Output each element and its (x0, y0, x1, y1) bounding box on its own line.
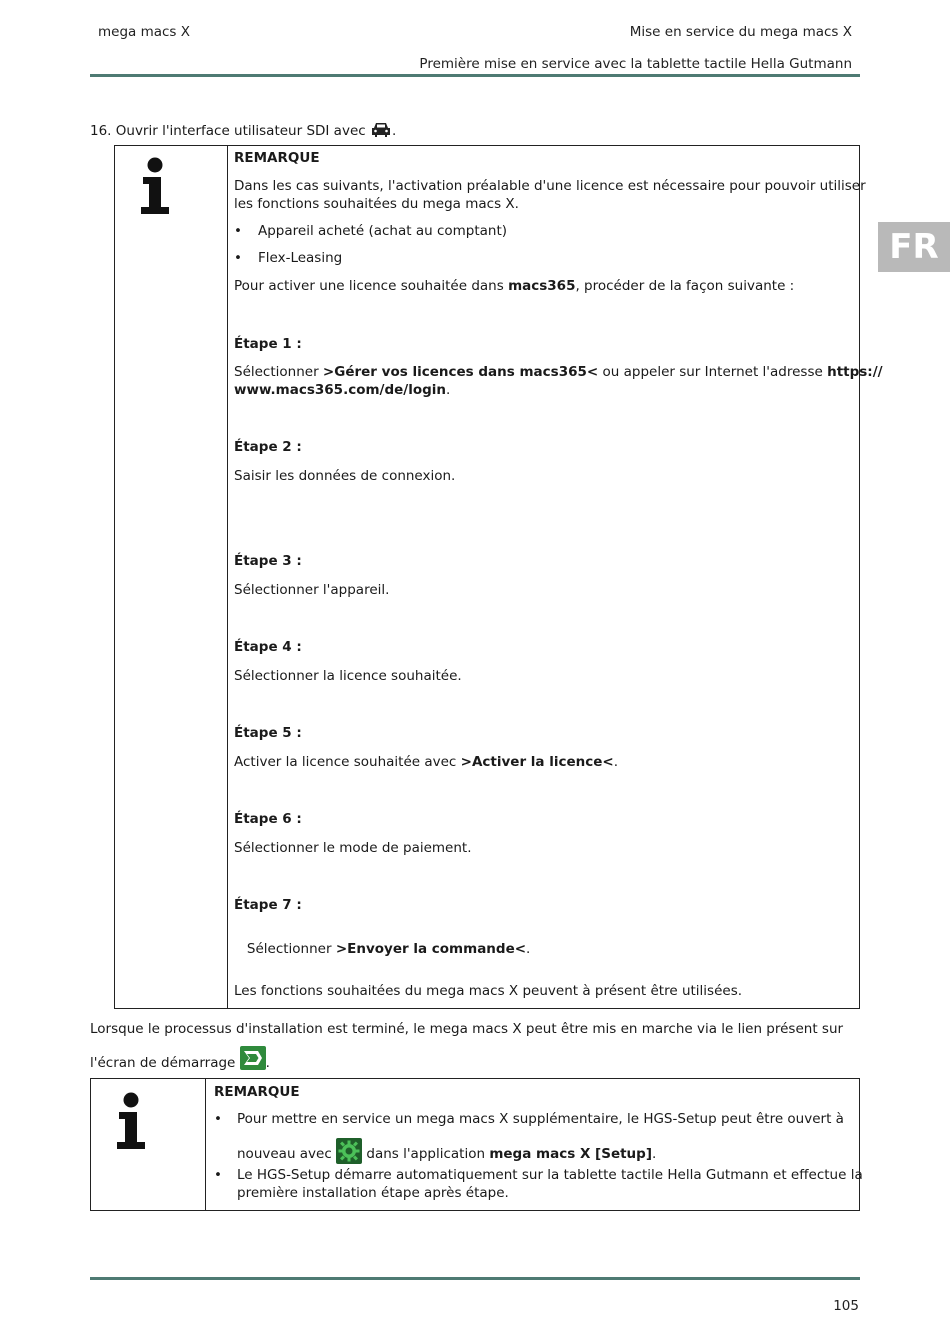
note1-bullet-2: Flex-Leasing (258, 250, 343, 266)
after-install-line1: Lorsque le processus d'installation est terminé, le mega macs X peut être mis en marche via le lien présent sur (90, 1021, 844, 1037)
step-7-label: Étape 7 : (234, 897, 302, 913)
step-1-label: Étape 1 : (234, 336, 302, 352)
step-6-text: Sélectionner le mode de paiement. (234, 840, 472, 856)
step16-line: 16. Ouvrir l'interface utilisateur SDI avec . (90, 121, 396, 143)
step16-text: 16. Ouvrir l'interface utilisateur SDI avec (90, 123, 366, 139)
header-left: mega macs X (98, 24, 191, 40)
bullet-dot: • (214, 1111, 222, 1127)
after-install-line2: l'écran de démarrage . (90, 1046, 270, 1074)
note2-bullet2-line2: première installation étape après étape. (237, 1185, 509, 1201)
step-1-line2: www.macs365.com/de/login. (234, 382, 451, 398)
note2-title: REMARQUE (214, 1084, 300, 1100)
header-rule (90, 74, 860, 77)
note1-closing: Les fonctions souhaitées du mega macs X peuvent à présent être utilisées. (234, 983, 743, 999)
bullet-dot: • (214, 1167, 222, 1183)
start-arrow-icon (240, 1046, 266, 1074)
car-icon (370, 121, 392, 143)
manage-licences-link[interactable]: >Gérer vos licences dans macs365< (322, 364, 599, 380)
bullet-dot: • (234, 250, 242, 266)
header-right: Mise en service du mega macs X (629, 24, 852, 40)
note1-intro-line1: Dans les cas suivants, l'activation préalable d'une licence est nécessaire pour pouvoir utiliser (234, 178, 866, 194)
bullet-dot: • (234, 223, 242, 239)
step-3-text: Sélectionner l'appareil. (234, 582, 390, 598)
step-4-text: Sélectionner la licence souhaitée. (234, 668, 462, 684)
note1-bullet-1: Appareil acheté (achat au comptant) (258, 223, 508, 239)
info-icon (137, 157, 173, 219)
note-box-licence (114, 145, 860, 1009)
footer-rule (90, 1277, 860, 1280)
step-4-label: Étape 4 : (234, 639, 302, 655)
step-7-text: Sélectionner >Envoyer la commande<. (242, 941, 531, 957)
activate-licence-link[interactable]: >Activer la licence< (460, 754, 614, 770)
page-number: 105 (833, 1298, 859, 1314)
info-icon (113, 1092, 149, 1154)
step-5-label: Étape 5 : (234, 725, 302, 741)
note1-title: REMARQUE (234, 150, 320, 166)
step-6-label: Étape 6 : (234, 811, 302, 827)
step-2-text: Saisir les données de connexion. (234, 468, 456, 484)
header-subtitle: Première mise en service avec la tablette tactile Hella Gutmann (419, 56, 852, 72)
send-order-link[interactable]: >Envoyer la commande< (335, 941, 527, 957)
step-2-label: Étape 2 : (234, 439, 302, 455)
step-5-text: Activer la licence souhaitée avec >Activer la licence<. (234, 754, 619, 770)
note1-activate-line: Pour activer une licence souhaitée dans macs365, procéder de la façon suivante : (234, 278, 795, 294)
url-link-part2[interactable]: www.macs365.com/de/login (234, 382, 447, 398)
note2-bullet1-line1: Pour mettre en service un mega macs X supplémentaire, le HGS-Setup peut être ouvert à (237, 1111, 844, 1127)
note2-bullet2-line1: Le HGS-Setup démarre automatiquement sur la tablette tactile Hella Gutmann et effectue la (237, 1167, 863, 1183)
step-1-line1: Sélectionner >Gérer vos licences dans macs365< ou appeler sur Internet l'adresse https:// (234, 364, 883, 380)
step-3-label: Étape 3 : (234, 553, 302, 569)
language-tab: FR (878, 222, 950, 272)
url-link-part1[interactable]: https:// (827, 364, 883, 380)
settings-gear-icon (336, 1138, 362, 1168)
note2-bullet1-line2: nouveau avec dans l'application mega macs X [Setup]. (237, 1138, 656, 1168)
note1-intro-line2: les fonctions souhaitées du mega macs X. (234, 196, 519, 212)
